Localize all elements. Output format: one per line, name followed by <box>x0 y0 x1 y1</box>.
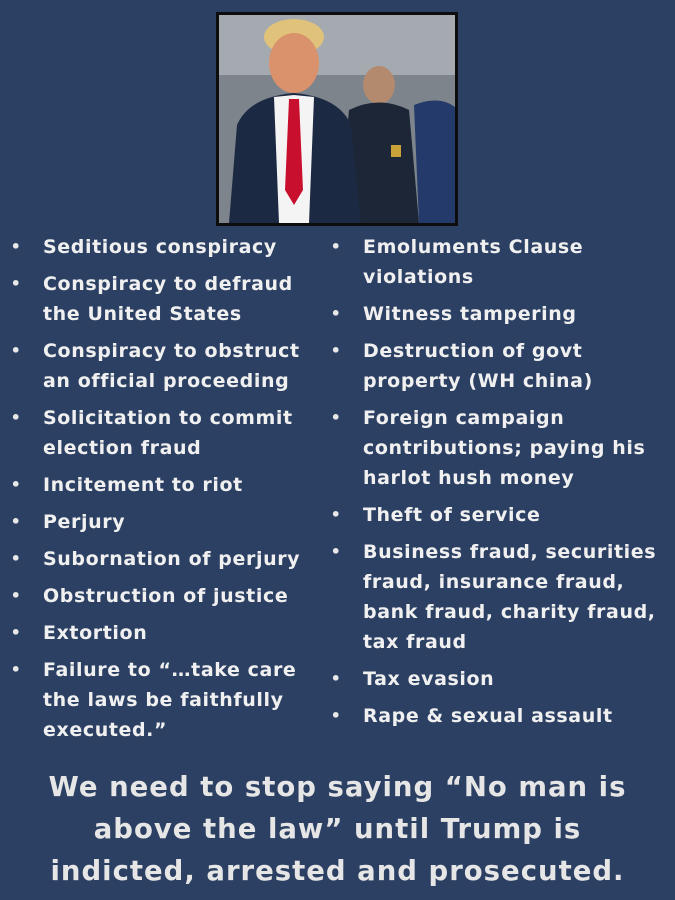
charge-text: Incitement to riot <box>43 474 243 496</box>
charge-text: Obstruction of justice <box>43 585 289 607</box>
charge-text: an official proceeding <box>43 370 290 392</box>
charge-item <box>6 544 324 574</box>
charge-text: Conspiracy to defraud <box>43 273 293 295</box>
charge-item <box>6 269 324 329</box>
charge-item <box>6 403 324 463</box>
charge-text: harlot hush money <box>363 467 575 489</box>
charge-text: contributions; paying his <box>363 437 646 459</box>
charge-text: Rape & sexual assault <box>363 705 613 727</box>
charge-item <box>6 336 324 396</box>
charge-text: bank fraud, charity fraud, <box>363 601 656 623</box>
charge-text: Conspiracy to obstruct <box>43 340 300 362</box>
charge-text: Tax evasion <box>363 668 495 690</box>
charge-text: executed.” <box>43 719 168 741</box>
footer-line: We need to stop saying “No man is <box>48 771 627 803</box>
charge-text: Theft of service <box>363 504 541 526</box>
charge-item <box>6 507 324 537</box>
charge-text: tax fraud <box>363 631 467 653</box>
charge-item <box>326 403 671 493</box>
bullet-icon: • <box>10 237 22 256</box>
charge-item <box>6 581 324 611</box>
charges-list-left <box>6 232 324 752</box>
charge-text: Perjury <box>43 511 126 533</box>
charge-item <box>326 336 671 396</box>
photo-frame <box>216 12 458 226</box>
bullet-icon: • <box>10 512 22 531</box>
charge-text: Seditious conspiracy <box>43 236 277 258</box>
charge-item <box>6 232 324 262</box>
charge-text: Witness tampering <box>363 303 577 325</box>
bullet-icon: • <box>330 505 342 524</box>
bullet-icon: • <box>10 549 22 568</box>
footer-line: above the law” until Trump is <box>93 813 582 845</box>
charge-item <box>326 500 671 530</box>
charge-text: fraud, insurance fraud, <box>363 571 625 593</box>
bullet-icon: • <box>330 341 342 360</box>
bullet-icon: • <box>10 475 22 494</box>
charge-text: Extortion <box>43 622 148 644</box>
charges-list-right <box>326 232 671 738</box>
charge-item <box>326 537 671 657</box>
charge-item <box>326 299 671 329</box>
bullet-icon: • <box>330 669 342 688</box>
charge-text: election fraud <box>43 437 202 459</box>
bullet-icon: • <box>10 586 22 605</box>
charge-text: Business fraud, securities <box>363 541 657 563</box>
bullet-icon: • <box>10 341 22 360</box>
charge-text: Solicitation to commit <box>43 407 293 429</box>
bullet-icon: • <box>330 237 342 256</box>
bullet-icon: • <box>330 706 342 725</box>
bullet-icon: • <box>10 623 22 642</box>
charge-text: Subornation of perjury <box>43 548 301 570</box>
photo-of-man-in-suit-icon <box>219 15 455 223</box>
footer-line: indicted, arrested and prosecuted. <box>50 855 625 887</box>
charge-item <box>326 232 671 292</box>
charge-item <box>6 470 324 500</box>
charge-item <box>326 701 671 731</box>
charge-text: violations <box>363 266 474 288</box>
charge-text: property (WH china) <box>363 370 593 392</box>
charge-text: Foreign campaign <box>363 407 565 429</box>
charge-text: Destruction of govt <box>363 340 583 362</box>
charge-item <box>326 664 671 694</box>
charge-item <box>6 655 324 745</box>
bullet-icon: • <box>330 408 342 427</box>
bullet-icon: • <box>330 542 342 561</box>
charge-text: Emoluments Clause <box>363 236 584 258</box>
charge-item <box>6 618 324 648</box>
charge-text: the United States <box>43 303 242 325</box>
bullet-icon: • <box>10 274 22 293</box>
bullet-icon: • <box>330 304 342 323</box>
charge-text: the laws be faithfully <box>43 689 284 711</box>
bullet-icon: • <box>10 660 22 679</box>
footer-statement <box>0 766 675 892</box>
charge-text: Failure to “…take care <box>43 659 297 681</box>
bullet-icon: • <box>10 408 22 427</box>
